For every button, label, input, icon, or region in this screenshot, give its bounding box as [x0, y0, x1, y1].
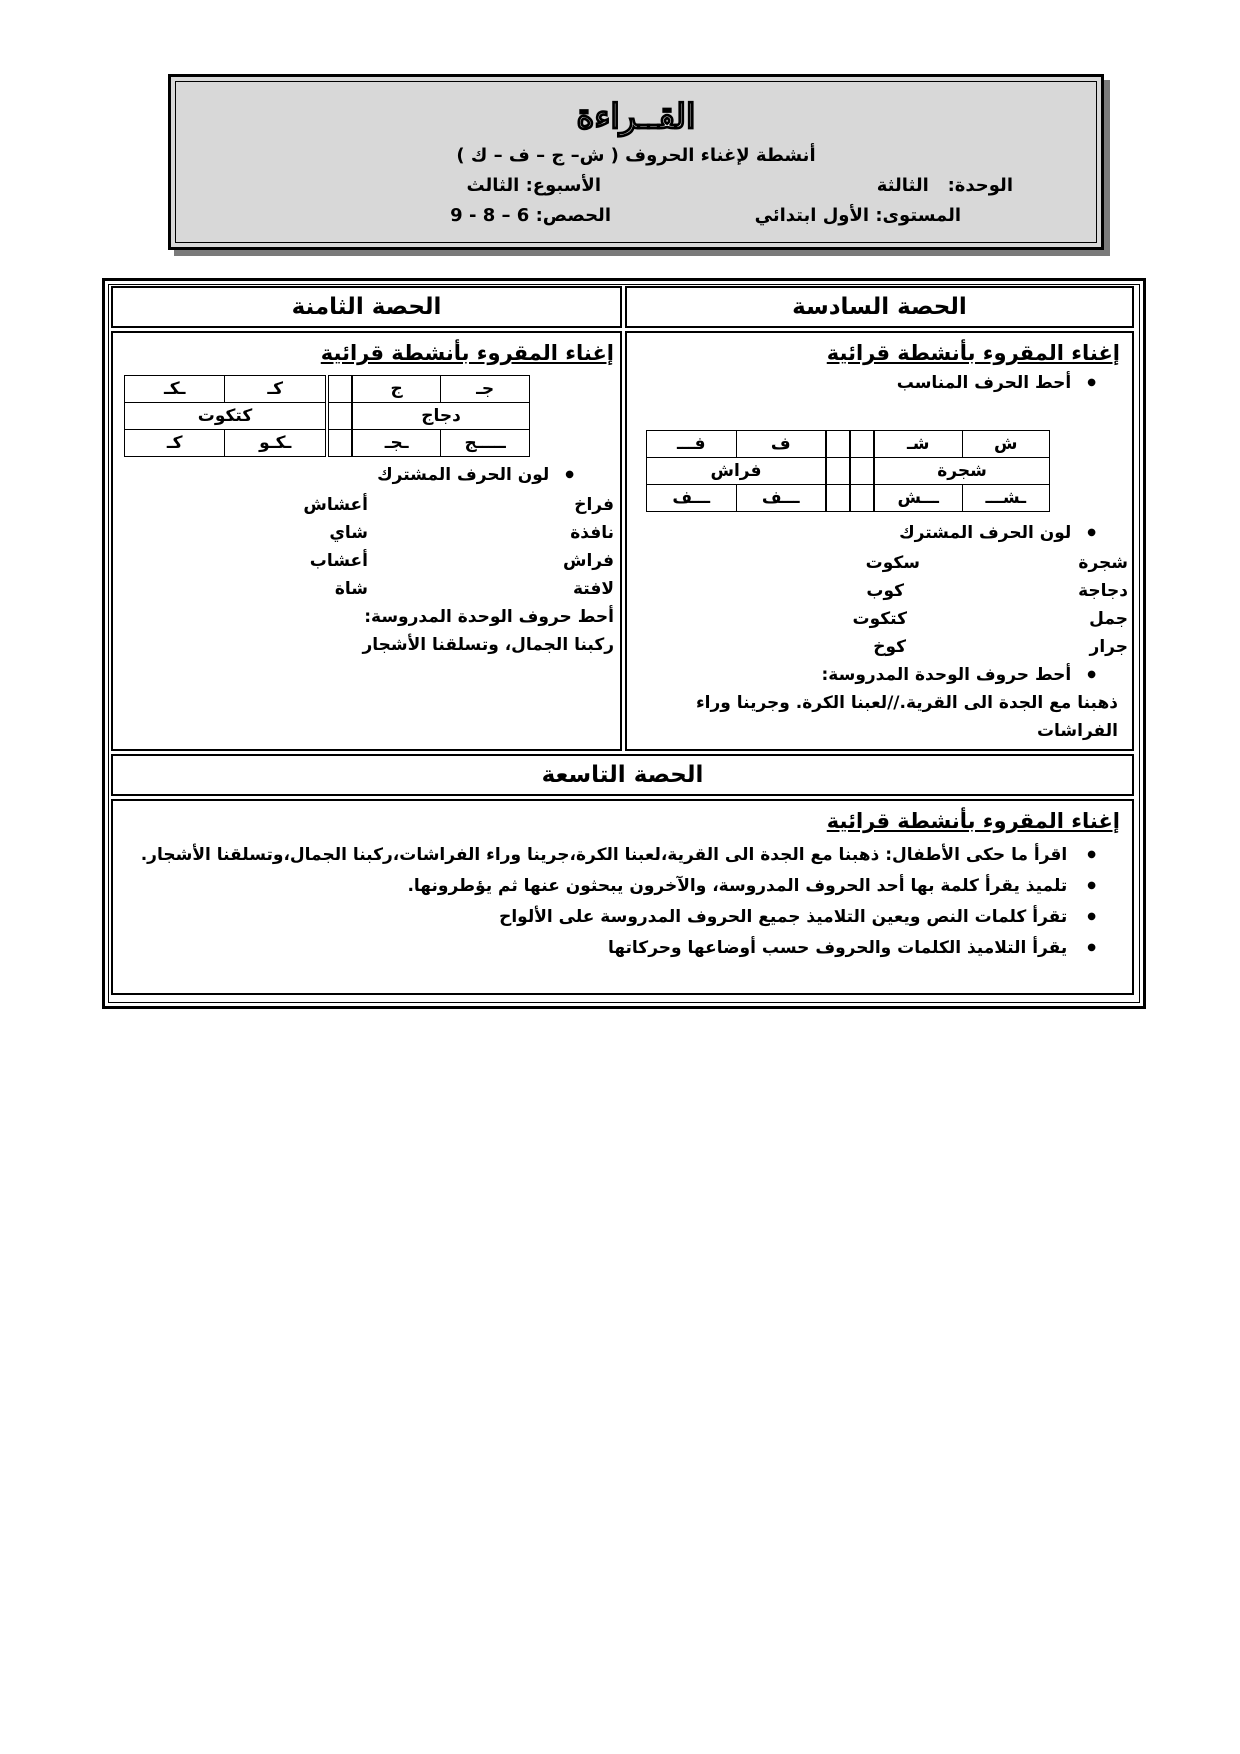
- s8-word: شاة: [334, 579, 368, 599]
- cell-word: فراش: [647, 458, 826, 485]
- list-item: ● تلميذ يقرأ كلمة بها أحد الحروف المدروسة، والآخرون يبحثون عنها ثم يؤطرونها.: [141, 872, 1096, 903]
- s8-sentence: ركبنا الجمال، وتسلقنا الأشجار: [362, 635, 614, 655]
- level-value: الأول ابتدائي: [754, 205, 870, 226]
- level-label: المستوى:: [875, 205, 961, 226]
- s6-word: كوخ: [873, 637, 906, 657]
- s8-word: أعشاب: [309, 551, 368, 571]
- unit-line: [877, 175, 1013, 196]
- unit-value: الثالثة: [876, 175, 929, 196]
- list-item: ● يقرأ التلاميذ الكلمات والحروف حسب أوضاعها وحركاتها: [141, 934, 1096, 965]
- session9-body: [111, 799, 1134, 995]
- page-title: القــراءة: [576, 97, 696, 137]
- lesson-frame: [102, 278, 1146, 1009]
- cell: فـــ: [647, 431, 737, 458]
- cell-word: كتكوت: [125, 403, 326, 430]
- s8-table-j: [352, 375, 530, 457]
- session6-body: [625, 331, 1134, 751]
- cell: جـ: [441, 376, 530, 403]
- s6-sentence-line2: الفراشات: [1036, 721, 1118, 741]
- s6-table-sh-spacer: [850, 430, 874, 512]
- list-item: ● اقرأ ما حكى الأطفال: ذهبنا مع الجدة الى القرية،لعبنا الكرة،جرينا وراء الفراشات،ركبنا الجمال،وتسلقنا الأشجار.: [141, 841, 1096, 872]
- subtitle: أنشطة لإغناء الحروف ( ش– ج – ف – ك ): [456, 145, 816, 166]
- cell-word: دجاج: [353, 403, 530, 430]
- s6-table-sh: [874, 430, 1050, 512]
- cell: ـجـ: [353, 430, 441, 457]
- session6-heading: الحصة السادسة: [625, 286, 1134, 328]
- s6-word: كتكوت: [852, 609, 907, 629]
- session8-body: [111, 331, 622, 751]
- s6-word: دجاجة: [1078, 581, 1128, 601]
- unit-label: الوحدة:: [947, 175, 1013, 196]
- cell: ـــش: [875, 485, 963, 512]
- s8-word: نافذة: [570, 523, 614, 543]
- cell: كـ: [125, 430, 225, 457]
- s6-sentence-line1: ذهبنا مع الجدة الى القرية.//لعبنا الكرة. وجرينا وراء: [695, 693, 1118, 713]
- s6-word: سكوت: [865, 553, 920, 573]
- sessions-line: الحصص: 6 – 8 - 9: [450, 205, 611, 226]
- cell: ـكـو: [225, 430, 326, 457]
- s8-word: شاي: [329, 523, 368, 543]
- list-item: ● تقرأ كلمات النص ويعين التلاميذ جميع الحروف المدروسة على الألواح: [141, 903, 1096, 934]
- s6-color-instruction: ● لون الحرف المشترك: [899, 523, 1096, 543]
- session8-heading: الحصة الثامنة: [111, 286, 622, 328]
- cell: ـــف: [736, 485, 826, 512]
- s8-word: فراش: [563, 551, 614, 571]
- level-line: [755, 205, 961, 226]
- cell: ـكـ: [125, 376, 225, 403]
- s8-table-k: [124, 375, 326, 457]
- cell: ف: [736, 431, 826, 458]
- s6-circle-instruction: ● أحط الحرف المناسب: [897, 373, 1096, 393]
- s6-table-f-spacer: [826, 430, 850, 512]
- header-box: [168, 74, 1104, 250]
- cell: كـ: [225, 376, 326, 403]
- week-line: الأسبوع: الثالث: [466, 175, 601, 196]
- s8-word: فراخ: [574, 495, 614, 515]
- s8-word: أعشاش: [303, 495, 368, 515]
- s6-word: شجرة: [1078, 553, 1128, 573]
- cell: ـشـــ: [962, 485, 1049, 512]
- session9-heading: الحصة التاسعة: [111, 754, 1134, 796]
- s6-table-f: [646, 430, 826, 512]
- s6-word: جمل: [1089, 609, 1128, 629]
- s6-circle-unit-instruction: ● أحط حروف الوحدة المدروسة:: [822, 665, 1097, 685]
- s8-word: لافتة: [572, 579, 614, 599]
- s6-word: جرار: [1089, 637, 1128, 657]
- cell-word: شجرة: [875, 458, 1050, 485]
- s8-color-instruction: ● لون الحرف المشترك: [377, 465, 574, 485]
- s6-enrich-title: إغناء المقروء بأنشطة قرائية: [826, 341, 1120, 365]
- cell: ـــــج: [441, 430, 530, 457]
- s8-circle-unit-instruction: أحط حروف الوحدة المدروسة:: [364, 607, 614, 627]
- s6-word: كوب: [866, 581, 904, 601]
- cell: ج: [353, 376, 441, 403]
- cell: ش: [962, 431, 1049, 458]
- s8-table-spacer: [328, 375, 352, 457]
- s9-activity-list: [141, 841, 1096, 965]
- cell: شـ: [875, 431, 963, 458]
- cell: ـــف: [647, 485, 737, 512]
- s8-enrich-title: إغناء المقروء بأنشطة قرائية: [320, 341, 614, 365]
- s9-enrich-title: إغناء المقروء بأنشطة قرائية: [826, 809, 1120, 833]
